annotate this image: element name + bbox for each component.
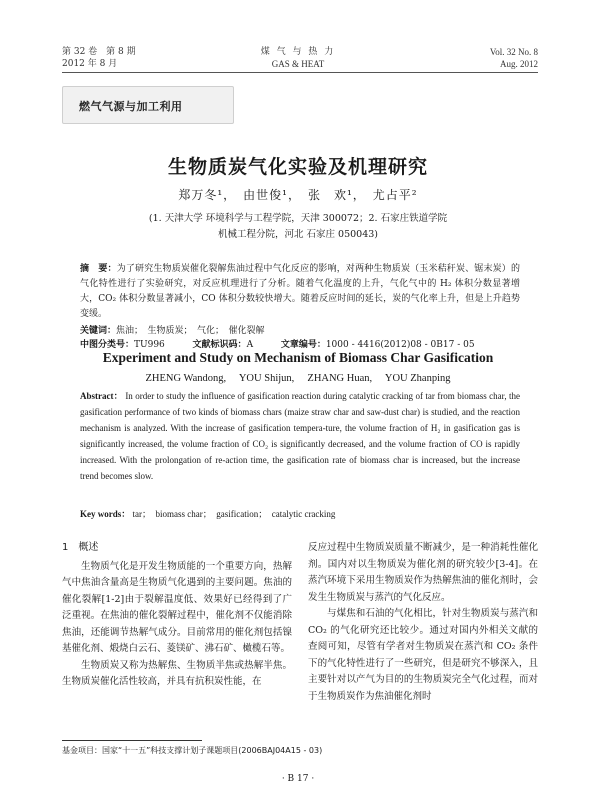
header-divider bbox=[62, 72, 538, 73]
header-journal-en: GAS & HEAT bbox=[271, 59, 325, 69]
abstract-cn bbox=[80, 262, 520, 322]
header-date-cn: 2012 年 8 月 bbox=[62, 59, 118, 69]
section-tag bbox=[62, 86, 234, 124]
footnote-divider bbox=[62, 740, 202, 741]
page-number: · B 17 · bbox=[281, 774, 315, 784]
section-tag-label: 燃气气源与加工利用 bbox=[79, 100, 183, 113]
body-paragraph: 生物质气化是开发生物质能的一个重要方向，热解气中焦油含量高是生物质气化遇到的主要问题。焦油的催化裂解[1-2]由于裂解温度低、效果好已经得到了广泛重视。在焦油的催化裂解过程中，催化剂不仅能消除焦油，还能调节热解气成分。目前常用的催化剂包括镍基催化剂、煅烧白云石、菱镁矿、沸石矿、橄榄石等。 bbox=[62, 560, 292, 654]
body-paragraph: 与煤焦和石油的气化相比，针对生物质炭与蒸汽和 CO₂ 的气化研究还比较少。通过对国内外相关文献的查阅可知，尽管有学者对生物质炭在蒸汽和 CO₂ 条件下的气化特性进行了一些研究，但是研究不够深入，且主要针对以产气为目的的生物质炭完全气化过程，而对于生物质炭作为焦油催化剂时 bbox=[308, 608, 538, 702]
abstract-cn-text: 为了研究生物质炭催化裂解焦油过程中气化反应的影响，对两种生物质炭（玉米秸秆炭、锯末炭）的气化特性进行了实验研究，对反应机理进行了分析。随着气化温度的上升，气化气中的 H₂ 体积分数显著增大，CO₂ 体积分数显著减小，CO 体积分数较快增大。随着反应时间的延长，炭的气化率上升，但是上升趋势变缓。 bbox=[80, 264, 520, 319]
body-paragraph: 生物质炭又称为热解焦、生物质半焦或热解半焦。生物质炭催化活性较高，并具有抗积炭性能，在 bbox=[62, 659, 292, 687]
paper-title-en: Experiment and Study on Mechanism of Biomass Char Gasification bbox=[102, 350, 494, 365]
body-right-column bbox=[308, 540, 538, 705]
article-number-value: 1000 - 4416(2012)08 - 0B17 - 05 bbox=[325, 340, 475, 350]
article-number-label: 文章编号： bbox=[280, 340, 326, 350]
keywords-cn bbox=[80, 324, 520, 338]
keywords-cn-label: 关键词： bbox=[80, 326, 117, 336]
abstract-en bbox=[80, 388, 520, 484]
keywords-cn-text: 焦油； 生物质炭； 气化； 催化裂解 bbox=[116, 326, 265, 336]
body-left-column bbox=[62, 540, 292, 691]
header-volume-en: Vol. 32 No. 8 bbox=[489, 47, 538, 57]
abstract-cn-label: 摘 要： bbox=[80, 264, 117, 274]
abstract-en-label: Abstract： bbox=[80, 391, 123, 401]
authors-en: ZHENG Wandong, YOU Shijun, ZHANG Huan, YOU Zhanping bbox=[145, 373, 451, 384]
paper-title-cn: 生物质炭气化实验及机理研究 bbox=[167, 156, 428, 178]
section-1-heading: 1 概述 bbox=[62, 542, 99, 553]
doc-code-label: 文献标识码： bbox=[192, 340, 247, 350]
clc-label: 中图分类号： bbox=[80, 340, 135, 350]
keywords-en-label: Key words： bbox=[80, 509, 131, 519]
header-volume-cn: 第 32 卷 第 8 期 bbox=[62, 47, 136, 57]
header-date-en: Aug. 2012 bbox=[500, 59, 538, 69]
footnote-funding: 基金项目：国家“十一五”科技支撑计划子课题项目(2006BAJ04A15 - 03) bbox=[62, 746, 323, 755]
abstract-en-text: In order to study the influence of gasification reaction during catalytic cracking of tar from biomass char, the gasification performance of two kinds of biomass chars (maize straw char and saw-dust char) is studied, and the reaction mechanism is analyzed. With the increase of gasification tempera-ture, the volume fraction of H₂ in gasification gas is significantly increased, the volume fraction of CO₂ is significantly decreased, and the volume fraction of CO is rapidly increased. With the prolongation of re-action time, the gasification rate of biomass char is increased, but the increase trend becomes slow. bbox=[80, 391, 520, 481]
keywords-en-text: tar； biomass char； gasification； catalytic cracking bbox=[132, 509, 336, 519]
authors-cn: 郑万冬¹， 由世俊¹， 张 欢¹， 尤占平² bbox=[178, 188, 418, 202]
affiliation-line-1: (1. 天津大学 环境科学与工程学院，天津 300072；2. 石家庄铁道学院 bbox=[148, 213, 448, 224]
doc-code-value: A bbox=[246, 340, 254, 350]
keywords-en bbox=[80, 506, 520, 522]
affiliation-line-2: 机械工程分院，河北 石家庄 050043) bbox=[217, 229, 378, 240]
body-paragraph: 反应过程中生物质炭质量不断减少，是一种消耗性催化剂。国内对以生物质炭为催化剂的研究较少[3-4]。在蒸汽环境下采用生物质炭作为热解焦油的催化剂时，会发生生物质炭与蒸汽的气化反应。 bbox=[308, 542, 538, 603]
clc-value: TU996 bbox=[134, 340, 165, 350]
header-journal-cn: 煤 气 与 热 力 bbox=[260, 47, 336, 57]
